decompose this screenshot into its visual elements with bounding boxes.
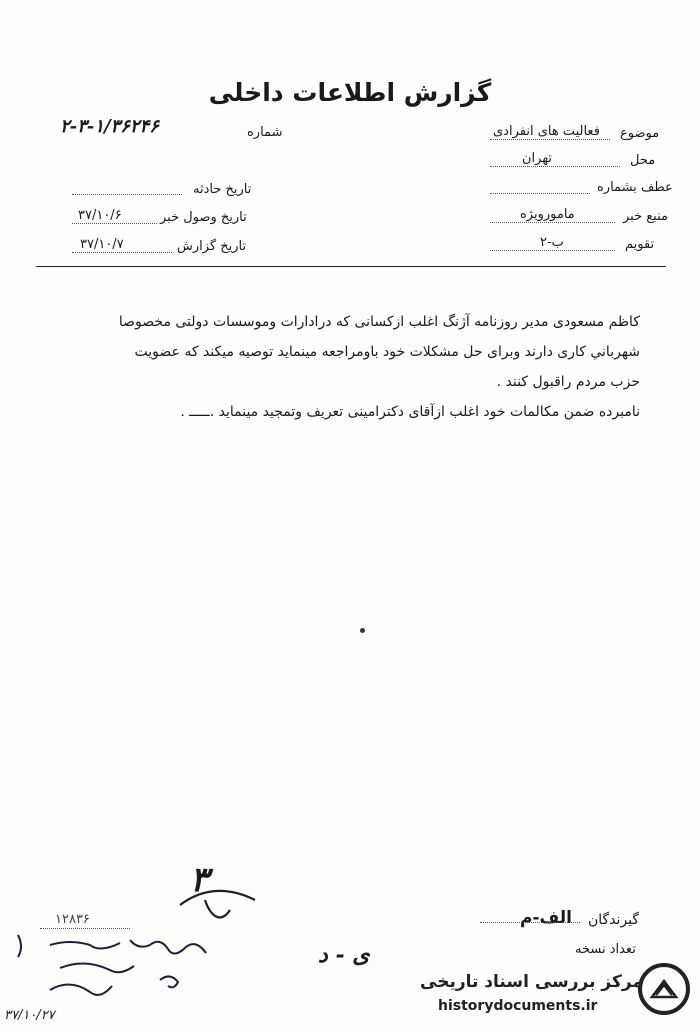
received-date-dots xyxy=(72,223,157,224)
report-date-dots xyxy=(72,252,172,253)
book-icon xyxy=(642,967,686,1011)
body-line-1: کاظم مسعودی مدیر روزنامه آژنگ اغلب ازکسانی که درادارات وموسسات دولتی مخصوصا xyxy=(118,314,640,330)
source-dots xyxy=(490,222,615,223)
rating-value: ب-۲ xyxy=(540,235,564,250)
location-dots xyxy=(490,166,620,167)
reference-dots xyxy=(490,193,590,194)
number-label: شماره xyxy=(247,125,283,140)
number-value: ۲-۳-۱/۳۶۲۴۶ xyxy=(60,116,159,137)
recipients-label: گیرندگان xyxy=(588,912,640,928)
copies-label: تعداد نسخه xyxy=(575,942,636,957)
rating-label: تقویم xyxy=(625,237,655,252)
subject-label: موضوع xyxy=(620,126,660,141)
event-date-dots xyxy=(72,194,182,195)
received-date-value: ۳۷/۱۰/۶ xyxy=(78,208,122,223)
body-line-2: شهرباني كاری دارند وبرای حل مشكلات خود باومراجعه مينمايد توصيه ميكند كه عضويت xyxy=(134,344,640,360)
handwritten-code: ی - د xyxy=(318,942,370,968)
received-date-label: تاریخ وصول خبر xyxy=(160,210,247,225)
location-value: تهران xyxy=(522,151,552,166)
rating-dots xyxy=(490,250,615,251)
recipients-dots xyxy=(480,922,580,923)
handwritten-mark: ۳ xyxy=(190,860,209,900)
watermark-url: historydocuments.ir xyxy=(438,998,598,1014)
subject-dots xyxy=(490,139,610,140)
source-label: منبع خبر xyxy=(623,209,668,224)
reference-label: عطف بشماره xyxy=(597,180,673,195)
subject-value: فعالیت های انفرادی xyxy=(493,124,600,139)
file-number: ۱۲۸۳۶ xyxy=(55,912,90,927)
source-value: مامورویژه xyxy=(520,207,575,222)
ink-dot xyxy=(360,628,365,633)
report-date-label: تاریخ گزارش xyxy=(177,239,247,254)
body-line-3: حزب مردم راقبول كنند . xyxy=(496,374,640,390)
report-date-value: ۳۷/۱۰/۷ xyxy=(80,237,124,252)
location-label: محل xyxy=(630,153,656,168)
event-date-label: تاریخ حادثه xyxy=(193,182,252,197)
header-divider xyxy=(36,266,666,267)
body-line-4: نامبرده ضمن مكالمات خود اغلب ازآقای دكترامينی تعريف وتمجيد مينمايد .ـــــ . xyxy=(180,404,640,420)
handwritten-date: ۳۷/۱۰/۲۷ xyxy=(4,1008,55,1023)
watermark-name: مرکز بررسی اسناد تاریخی xyxy=(420,972,643,992)
recipients-value: الف-م xyxy=(520,908,572,928)
report-title: گزارش اطلاعات داخلی xyxy=(208,78,492,107)
watermark-logo xyxy=(638,963,690,1015)
